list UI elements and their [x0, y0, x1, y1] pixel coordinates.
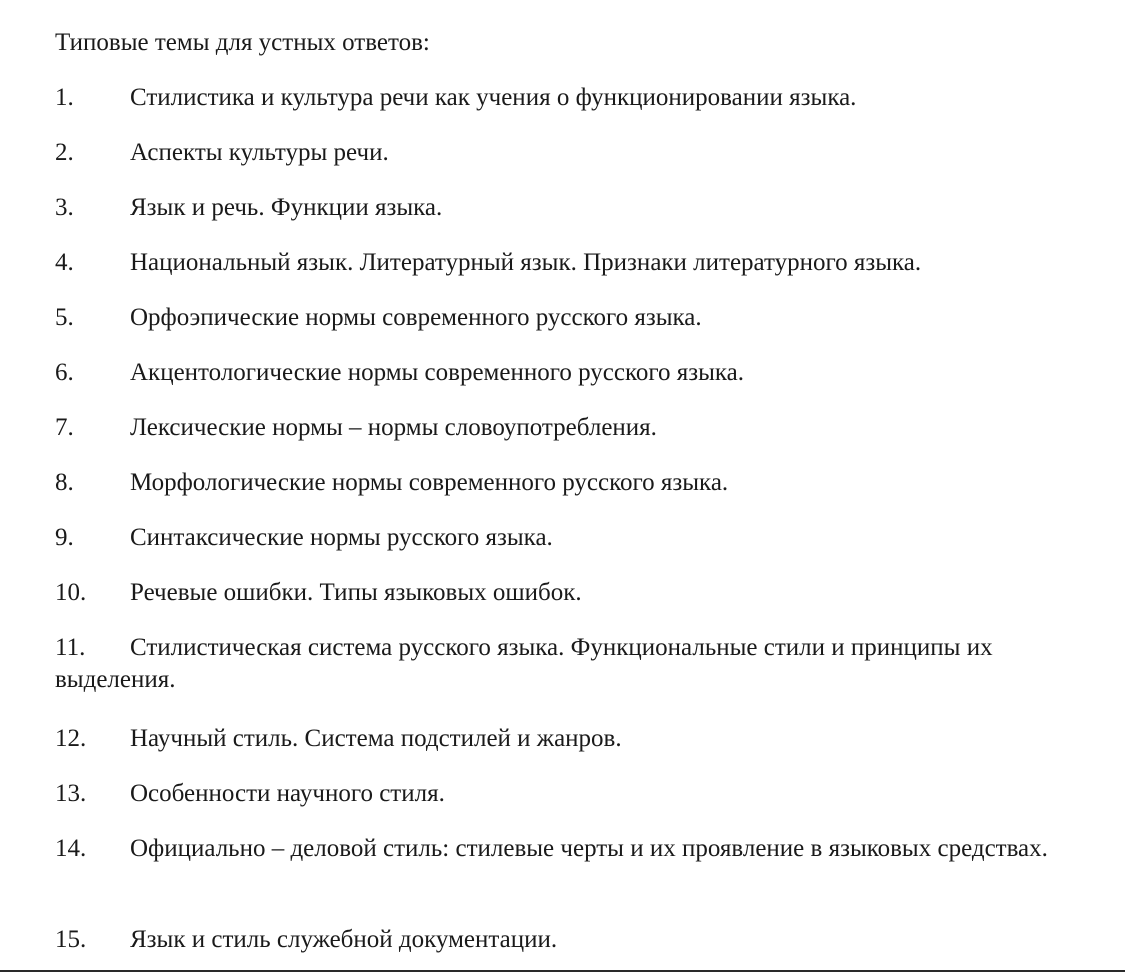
item-number: 8. — [55, 469, 74, 496]
item-number: 9. — [55, 524, 74, 551]
item-number: 12. — [55, 725, 87, 752]
list-item — [55, 522, 1110, 554]
list-item — [55, 723, 1110, 755]
item-text: Орфоэпические нормы современного русского языка. — [130, 304, 702, 331]
item-text: Научный стиль. Система подстилей и жанров. — [130, 725, 622, 752]
item-text: Стилистика и культура речи как учения о функционировании языка. — [130, 84, 857, 111]
item-text: Национальный язык. Литературный язык. Признаки литературного языка. — [130, 249, 922, 276]
item-text: Официально – деловой стиль: стилевые черты и их проявление в языковых средствах. — [130, 835, 1048, 862]
item-text: Лексические нормы – нормы словоупотребления. — [130, 414, 657, 441]
item-text: Особенности научного стиля. — [130, 780, 445, 807]
item-number: 11. — [55, 634, 86, 661]
document-heading: Типовые темы для устных ответов: — [55, 29, 430, 56]
item-number: 1. — [55, 84, 74, 111]
list-item — [55, 577, 1110, 609]
item-number: 10. — [55, 579, 87, 606]
list-item — [55, 137, 1110, 169]
list-item — [55, 467, 1110, 499]
item-number: 4. — [55, 249, 74, 276]
list-item — [55, 82, 1110, 114]
list-item — [55, 833, 1110, 865]
item-number: 13. — [55, 780, 87, 807]
item-text: Язык и стиль служебной документации. — [130, 926, 558, 953]
list-item — [55, 357, 1110, 389]
list-item — [55, 924, 1110, 956]
item-text: Аспекты культуры речи. — [130, 139, 389, 166]
list-item — [55, 192, 1110, 224]
item-number: 7. — [55, 414, 74, 441]
item-number: 3. — [55, 194, 74, 221]
item-text: Речевые ошибки. Типы языковых ошибок. — [130, 579, 582, 606]
item-text: Морфологические нормы современного русского языка. — [130, 469, 729, 496]
list-item — [55, 778, 1110, 810]
item-number: 5. — [55, 304, 74, 331]
item-text: Стилистическая система русского языка. Функциональные стили и принципы их выделения. — [55, 634, 993, 693]
item-text: Синтаксические нормы русского языка. — [130, 524, 553, 551]
list-item — [55, 632, 1005, 696]
list-item — [55, 302, 1110, 334]
item-text: Акцентологические нормы современного русского языка. — [130, 359, 745, 386]
page-bottom-rule — [0, 970, 1125, 972]
item-number: 14. — [55, 835, 87, 862]
list-item — [55, 412, 1110, 444]
item-text: Язык и речь. Функции языка. — [130, 194, 443, 221]
list-item — [55, 247, 1110, 279]
item-number: 6. — [55, 359, 74, 386]
item-number: 2. — [55, 139, 74, 166]
item-number: 15. — [55, 926, 87, 953]
